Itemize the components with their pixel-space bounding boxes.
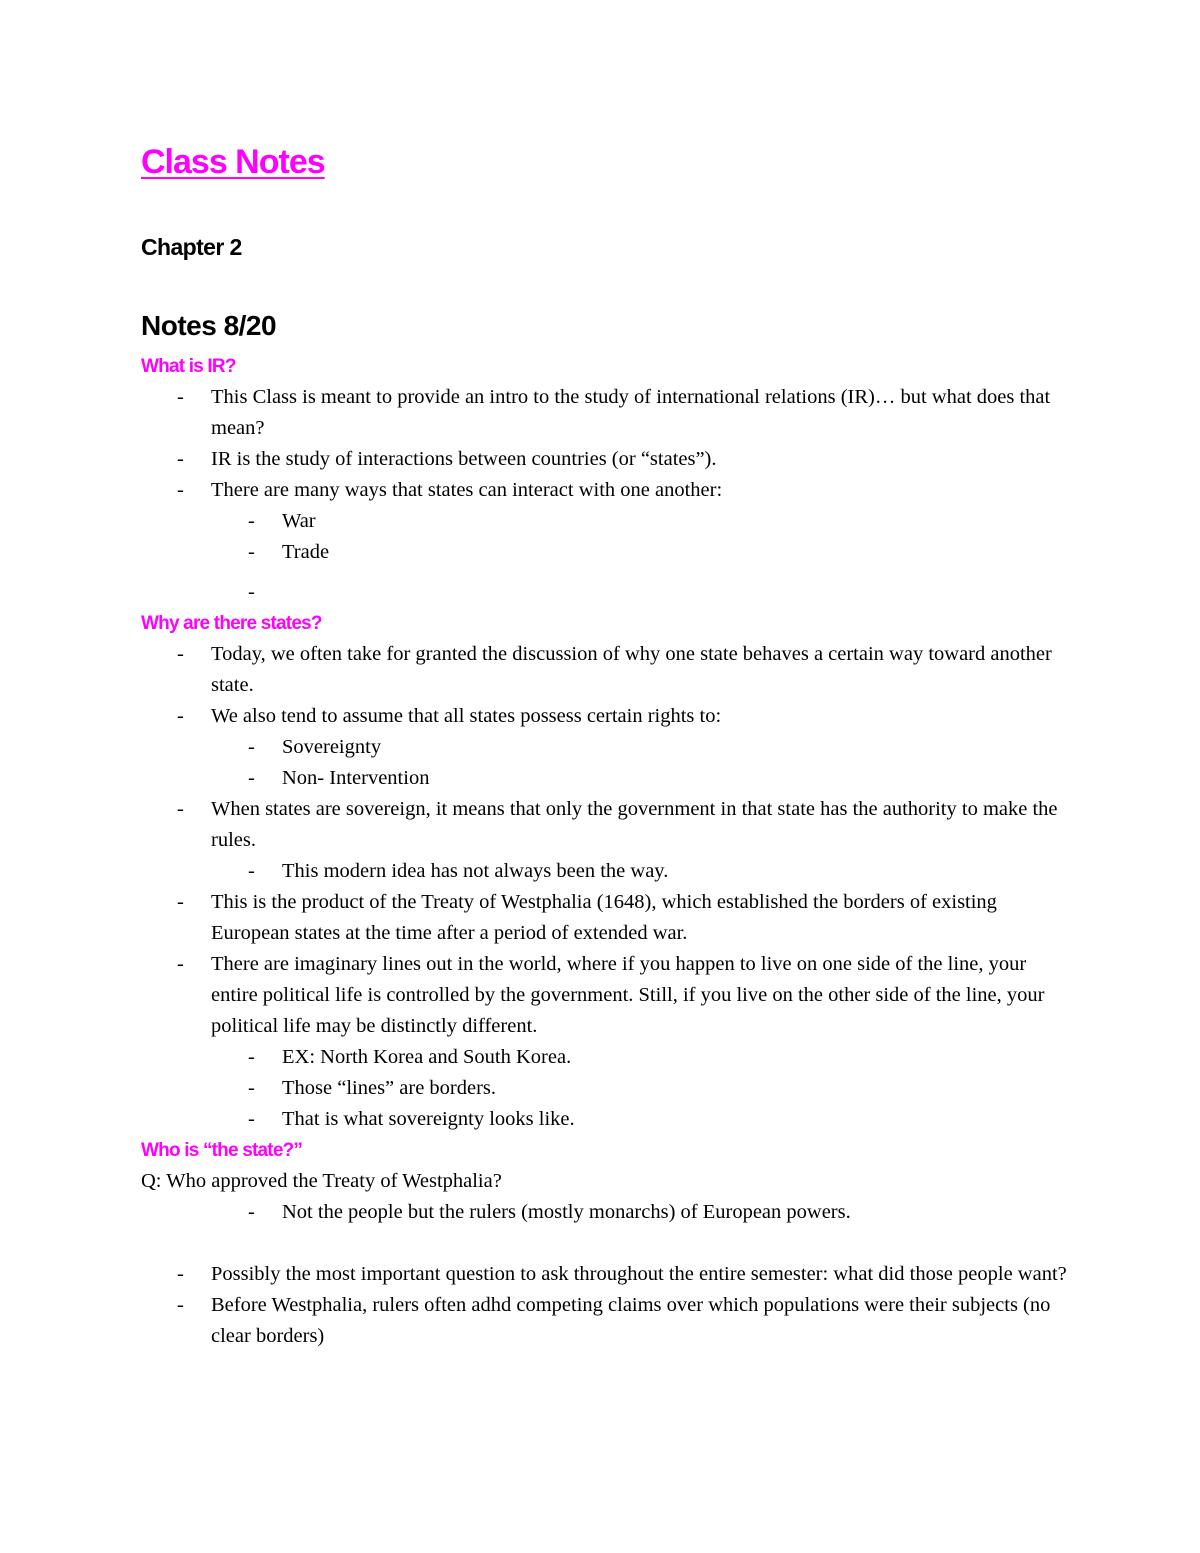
section-heading: Why are there states? [141, 613, 322, 634]
sub-list-item [141, 1104, 1071, 1135]
list-item-text: Sovereignty [282, 736, 382, 758]
bullet-dash: - [248, 1046, 255, 1068]
sub-list-item [141, 537, 1071, 568]
list-item-text: There are imaginary lines out in the world, where if you happen to live on one side of the line, your entire political life is controlled by the government. Still, if you live on the other side of the line, your political life may be distinctly different. [211, 953, 1045, 1037]
list-item [141, 701, 1071, 732]
bullet-dash: - [177, 479, 184, 501]
bullet-dash: - [177, 953, 184, 975]
list-item [141, 444, 1071, 475]
bullet-dash: - [248, 767, 255, 789]
notes-heading: Notes 8/20 [141, 310, 277, 341]
bullet-dash: - [248, 1201, 255, 1223]
list-item [141, 1259, 1071, 1290]
sub-list-item [141, 506, 1071, 537]
bullet-dash: - [248, 510, 255, 532]
bullet-dash: - [177, 1294, 184, 1316]
list-item-text: Non- Intervention [282, 767, 430, 789]
list-item [141, 949, 1071, 1042]
list-item [141, 639, 1071, 701]
blank-line [141, 1228, 1071, 1259]
list-item-text: That is what sovereignty looks like. [282, 1108, 575, 1130]
question-line: Q: Who approved the Treaty of Westphalia? [141, 1170, 502, 1192]
sub-list-item [141, 1197, 1071, 1228]
list-item [141, 1290, 1071, 1352]
list-item-text: IR is the study of interactions between countries (or “states”). [211, 448, 717, 470]
sub-list-item [141, 1073, 1071, 1104]
bullet-dash: - [177, 386, 184, 408]
list-item-text: Today, we often take for granted the discussion of why one state behaves a certain way toward another state. [211, 643, 1052, 696]
list-item-text: Not the people but the rulers (mostly monarchs) of European powers. [282, 1201, 851, 1223]
list-item-text: This Class is meant to provide an intro to the study of international relations (IR)… but what does that mean? [211, 386, 1051, 439]
bullet-dash: - [248, 860, 255, 882]
list-item-text: EX: North Korea and South Korea. [282, 1046, 572, 1068]
bullet-dash: - [248, 736, 255, 758]
list-item [141, 382, 1071, 444]
list-item-text: This is the product of the Treaty of Westphalia (1648), which established the borders of existing European states at the time after a period of extended war. [211, 891, 997, 944]
bullet-dash: - [177, 705, 184, 727]
sub-list-item [141, 1042, 1071, 1073]
list-item-text: We also tend to assume that all states possess certain rights to: [211, 705, 722, 727]
list-item-text: Trade [282, 541, 330, 563]
sub-list-item [141, 763, 1071, 794]
section-heading: What is IR? [141, 356, 236, 377]
chapter-heading: Chapter 2 [141, 234, 242, 260]
bullet-dash: - [177, 1263, 184, 1285]
bullet-dash: - [248, 541, 255, 563]
sub-list-item [141, 856, 1071, 887]
sub-list-item [141, 732, 1071, 763]
notes-content [141, 351, 1071, 1352]
list-item [141, 887, 1071, 949]
list-item-text: Before Westphalia, rulers often adhd competing claims over which populations were their subjects (no clear borders) [211, 1294, 1051, 1347]
bullet-dash: - [248, 581, 255, 603]
bullet-dash: - [177, 891, 184, 913]
list-item-text: There are many ways that states can interact with one another: [211, 479, 723, 501]
list-item-text: Those “lines” are borders. [282, 1077, 497, 1099]
bullet-dash: - [177, 798, 184, 820]
bullet-dash: - [248, 1108, 255, 1130]
bullet-dash: - [248, 1077, 255, 1099]
bullet-dash: - [177, 643, 184, 665]
sub-list-item-empty [141, 568, 1071, 608]
section-heading: Who is “the state?” [141, 1140, 303, 1161]
list-item-text: Possibly the most important question to ask throughout the entire semester: what did those people want? [211, 1263, 1067, 1285]
list-item-text: This modern idea has not always been the way. [282, 860, 669, 882]
bullet-dash: - [177, 448, 184, 470]
list-item-text: War [282, 510, 316, 532]
list-item [141, 794, 1071, 856]
list-item [141, 475, 1071, 506]
document-title: Class Notes [141, 143, 325, 181]
list-item-text: When states are sovereign, it means that only the government in that state has the authority to make the rules. [211, 798, 1058, 851]
